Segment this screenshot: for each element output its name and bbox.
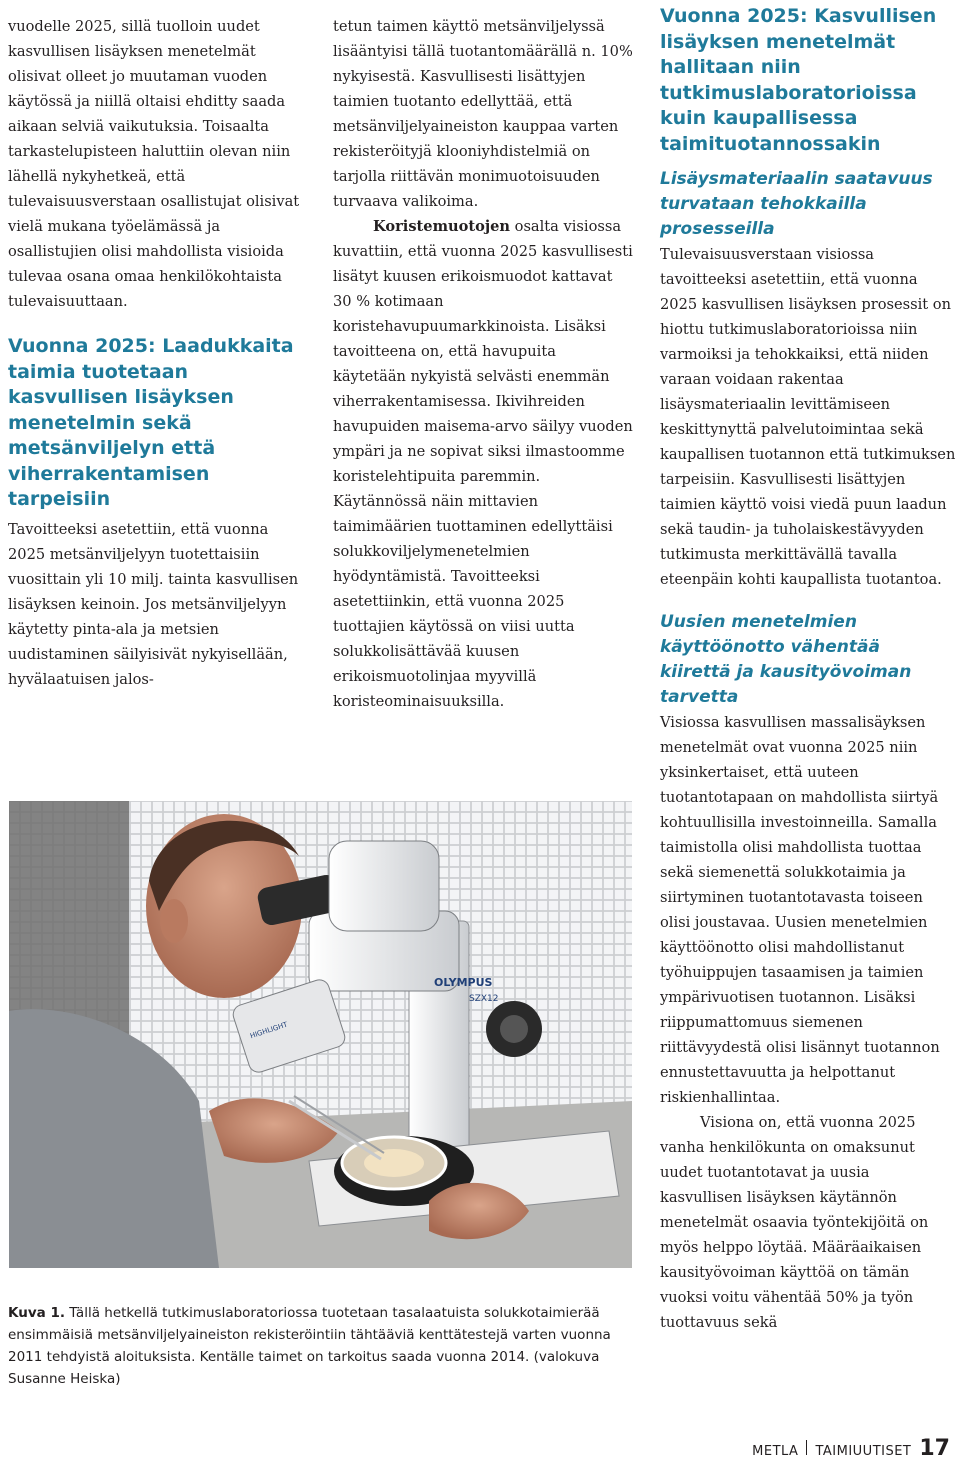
- right-column: [660, 4, 956, 1335]
- subheading-lisaysmateriaalin-saatavuus: Lisäysmateriaalin saatavuus turvataan tehokkailla prosesseilla: [660, 169, 933, 239]
- caption-text: Tällä hetkellä tutkimuslaboratoriossa tuotetaan tasalaatuista solukkotaimierää ensimmäisiä metsänviljelyaineiston rekisteröintiin tähtääviä kenttätestejä varten vuonna 2011 tehdyistä aloituksista. Kentälle taimet on tarkoitus saada vuonna 2014. (valokuva Susanne Heiska): [8, 1305, 611, 1387]
- microscope-brand: OLYMPUS: [434, 976, 493, 989]
- section-heading-kasvullisen-lisayksen-menetelmat: Vuonna 2025: Kasvullisen lisäyksen menetelmät hallitaan niin tutkimuslaboratorioissa kuin kaupallisessa taimituotannossakin: [660, 5, 937, 155]
- laboratory-photo-illustration: [9, 801, 632, 1268]
- microscope-model: SZX12: [469, 994, 499, 1004]
- laboratory-photo: [9, 801, 632, 1268]
- left-paragraph-2: Tavoitteeksi asetettiin, että vuonna 2025 metsänviljelyyn tuotettaisiin vuosittain yli 10 milj. tainta kasvullisen lisäyksen keinoin. Jos metsänviljelyyn käytetty pinta-ala ja metsien uudistaminen säilyisivät nykyisellään, hyvälaatuisen jalos-: [8, 520, 299, 688]
- middle-paragraph-2-lead: Koristemuotojen: [373, 218, 511, 235]
- lamp-label: HIGHLIGHT: [249, 1020, 289, 1041]
- right-paragraph-2: Visiossa kasvullisen massalisäyksen menetelmät ovat vuonna 2025 niin yksinkertaiset, että uuteen tuotantotapaan on mahdollista siirtyä kohtuullisilla investoinneilla. Samalla taimistolla olisi mahdollista tuottaa sekä siemenettä solukkotaimia ja siirtyminen tuotantotavasta toiseen olisi joustavaa. Uusien menetelmien käyttöönotto olisi mahdollistanut työhuippujen tasaamisen ja taimien ympärivuotisen tuotannon. Lisäksi riippumattomuus siemenen riittävyydestä olisi lisännyt tuotannon ennustettavuutta ja helpottanut riskienhallintaa.: [660, 714, 940, 1106]
- section-heading-laadukkaita-taimia: Vuonna 2025: Laadukkaita taimia tuotetaan kasvullisen lisäyksen menetelmin sekä metsänviljelyn että viherrakentamisen tarpeisiin: [8, 335, 294, 510]
- caption-label: Kuva 1.: [8, 1305, 65, 1321]
- photo-caption: [8, 1302, 632, 1390]
- microscope-head: [329, 841, 439, 931]
- footer-section: TAIMIUUTISET: [815, 1444, 912, 1459]
- page-footer: [752, 1436, 950, 1461]
- left-column: [8, 14, 304, 692]
- person-ear: [160, 899, 188, 943]
- focus-knob-center: [500, 1015, 528, 1043]
- page-number: 17: [919, 1436, 950, 1461]
- middle-paragraph-2-rest: osalta visiossa kuvattiin, että vuonna 2025 kasvullisesti lisätyt kuusen erikoismuodot kattavat 30 % kotimaan koristehavupuumarkkinoista. Lisäksi tavoitteena on, että havupuita käytetään nykyistä selvästi enemmän viherrakentamisessa. Ikivihreiden havupuiden maisema-arvo säilyy vuoden ympäri ja ne sopivat siksi ilmastoomme koristelehtipuita paremmin. Käytännössä näin mittavien taimimäärien tuottaminen edellyttäisi solukkoviljelymenetelmien hyödyntämistä. Tavoitteeksi asetettiinkin, että vuonna 2025 tuottajien käytössä on viisi uutta solukkolisättävää kuusen erikoismuotolinjaa myyvillä koristeominaisuuksilla.: [333, 218, 633, 710]
- left-paragraph-1: vuodelle 2025, sillä tuolloin uudet kasvullisen lisäyksen menetelmät olisivat olleet jo muutaman vuoden käytössä ja niillä oltaisi ehditty saada aikaan selviä vaikutuksia. Toisaalta tarkastelupisteen haluttiin olevan niin lähellä nykyhetkeä, että tulevaisuusverstaan osallistujat olisivat vielä mukana työelämässä ja osallistujien olisi mahdollista visioida tulevaa osana omaa henkilökohtaista tulevaisuuttaan.: [8, 18, 300, 310]
- footer-separator: [806, 1440, 807, 1455]
- middle-paragraph-1: tetun taimen käyttö metsänviljelyssä lisääntyisi tällä tuotantomäärällä n. 10% nykyisestä. Kasvullisesti lisättyjen taimien tuotanto edellyttää, että metsänviljelyaineiston kauppaa varten rekisteröityjä klooniyhdistelmiä on tarjolla riittävän monimuotoisuuden turvaava valikoima.: [333, 18, 633, 210]
- right-paragraph-3: Visiona on, että vuonna 2025 vanha henkilökunta on omaksunut uudet tuotantotavat ja uusia kasvullisen lisäyksen käytännön menetelmät osaavia työntekijöitä on myös helppo löytää. Määräaikaisen kausityövoiman käyttöä on tämän vuoksi voitu vähentää 50% ja työn tuottavuus sekä: [660, 1114, 929, 1331]
- subheading-uusien-menetelmien-kayttoonotto: Uusien menetelmien käyttöönotto vähentää kiirettä ja kausityövoiman tarvetta: [660, 612, 912, 707]
- middle-paragraph-2: [333, 214, 633, 714]
- middle-column: [333, 14, 633, 714]
- right-paragraph-1: Tulevaisuusverstaan visiossa tavoitteeksi asetettiin, että vuonna 2025 kasvullisen lisäyksen prosessit on hiottu tutkimuslaboratorioissa niin varmoiksi ja tehokkaiksi, että niiden varaan voidaan rakentaa lisäysmateriaalin levittämiseen keskittynyttä palvelutoimintaa sekä kaupallisen tuotannon että tutkimuksen tarpeisiin. Kasvullisesti lisättyjen taimien käyttö voisi viedä puun laadun sekä taudin- ja tuholaiskestävyyden tutkimusta merkittävällä tavalla eteenpäin kohti kaupallista tuotantoa.: [660, 246, 956, 588]
- footer-publication: METLA: [752, 1444, 799, 1459]
